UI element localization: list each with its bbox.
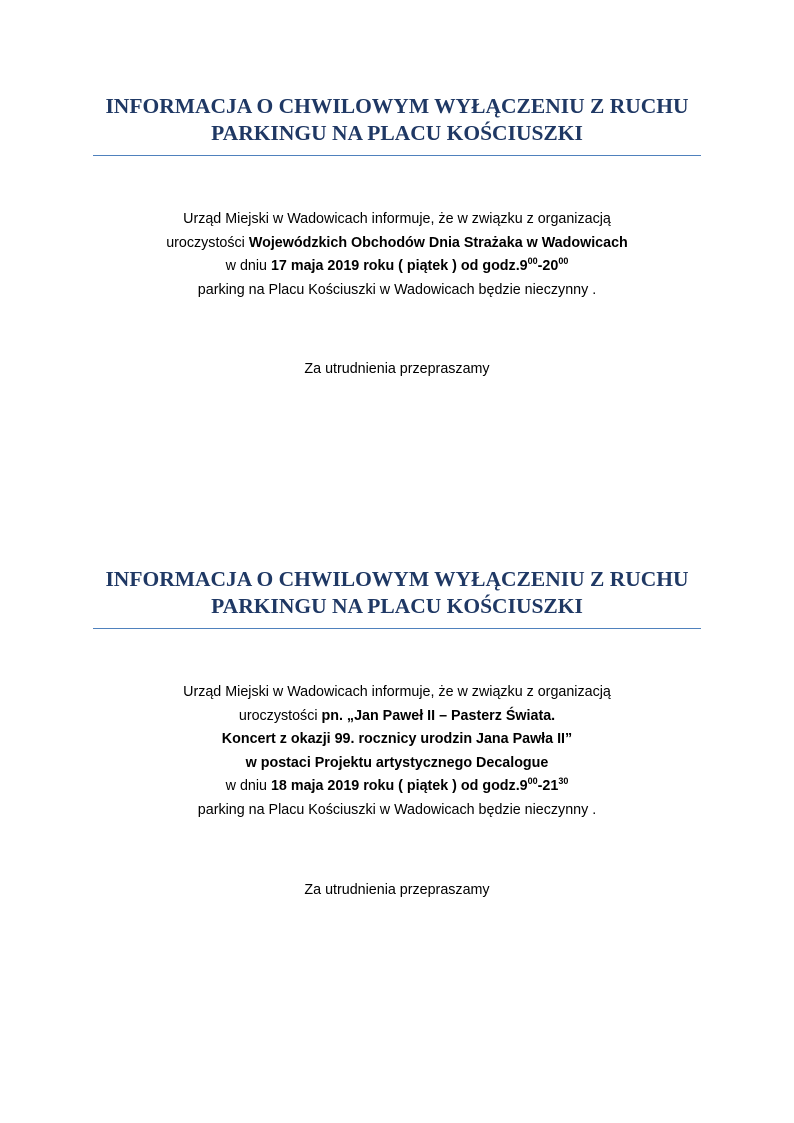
notice-body <box>0 681 794 822</box>
date-line <box>0 255 794 279</box>
notice-title-line1: INFORMACJA O CHWILOWYM WYŁĄCZENIU Z RUCHU <box>105 94 689 118</box>
date-line <box>0 775 794 799</box>
notice-title <box>0 566 794 620</box>
notice-title-line2: PARKINGU NA PLACU KOŚCIUSZKI <box>211 594 583 618</box>
apology-text: Za utrudnienia przepraszamy <box>304 361 490 377</box>
event-name-line2 <box>0 728 794 752</box>
date-prefix: w dniu <box>225 258 271 274</box>
time-end-min: 00 <box>558 256 569 266</box>
date-text: 18 maja 2019 roku ( piątek ) od godz. <box>270 778 520 794</box>
parking-closure-notice-2 <box>0 566 794 898</box>
notice-title-line1: INFORMACJA O CHWILOWYM WYŁĄCZENIU Z RUCHU <box>105 567 689 591</box>
time-separator: - <box>537 258 543 274</box>
time-end-hour: 20 <box>542 258 559 274</box>
event-prefix: uroczystości <box>166 234 249 251</box>
date-text: 17 maja 2019 roku ( piątek ) od godz. <box>270 258 520 274</box>
event-name-line2-text: Koncert z okazji 99. rocznicy urodzin Jana Pawła II” <box>221 731 573 747</box>
date-prefix: w dniu <box>225 778 271 794</box>
time-start-min: 00 <box>527 776 538 786</box>
apology-text: Za utrudnienia przepraszamy <box>304 882 490 898</box>
title-underline <box>93 628 701 629</box>
time-end-min: 30 <box>558 776 569 786</box>
date-time <box>271 258 568 274</box>
time-start-hour: 9 <box>519 778 528 794</box>
closure-line: parking na Placu Kościuszki w Wadowicach będzie nieczynny . <box>197 801 597 818</box>
time-end-hour: 21 <box>542 778 559 794</box>
time-separator: - <box>537 778 543 794</box>
event-name-line3-text: w postaci Projektu artystycznego Decalogue <box>245 754 549 771</box>
intro-line: Urząd Miejski w Wadowicach informuje, że w związku z organizacją <box>183 211 611 227</box>
time-start-min: 00 <box>527 256 538 266</box>
parking-closure-notice-1 <box>0 93 794 377</box>
closure-line: parking na Placu Kościuszki w Wadowicach będzie nieczynny . <box>197 281 597 298</box>
time-start-hour: 9 <box>519 258 528 274</box>
title-underline <box>93 155 701 156</box>
event-line <box>0 232 794 256</box>
event-name-line3 <box>0 752 794 776</box>
event-prefix: uroczystości <box>238 707 322 724</box>
event-name: Wojewódzkich Obchodów Dnia Strażaka w Wadowicach <box>248 234 628 251</box>
date-time <box>271 778 568 794</box>
notice-body <box>0 208 794 302</box>
event-name-line1: pn. „Jan Paweł II – Pasterz Świata. <box>321 707 556 724</box>
intro-line: Urząd Miejski w Wadowicach informuje, że w związku z organizacją <box>183 684 611 700</box>
notice-title-line2: PARKINGU NA PLACU KOŚCIUSZKI <box>211 121 583 145</box>
event-line <box>0 705 794 729</box>
notice-title <box>0 93 794 147</box>
